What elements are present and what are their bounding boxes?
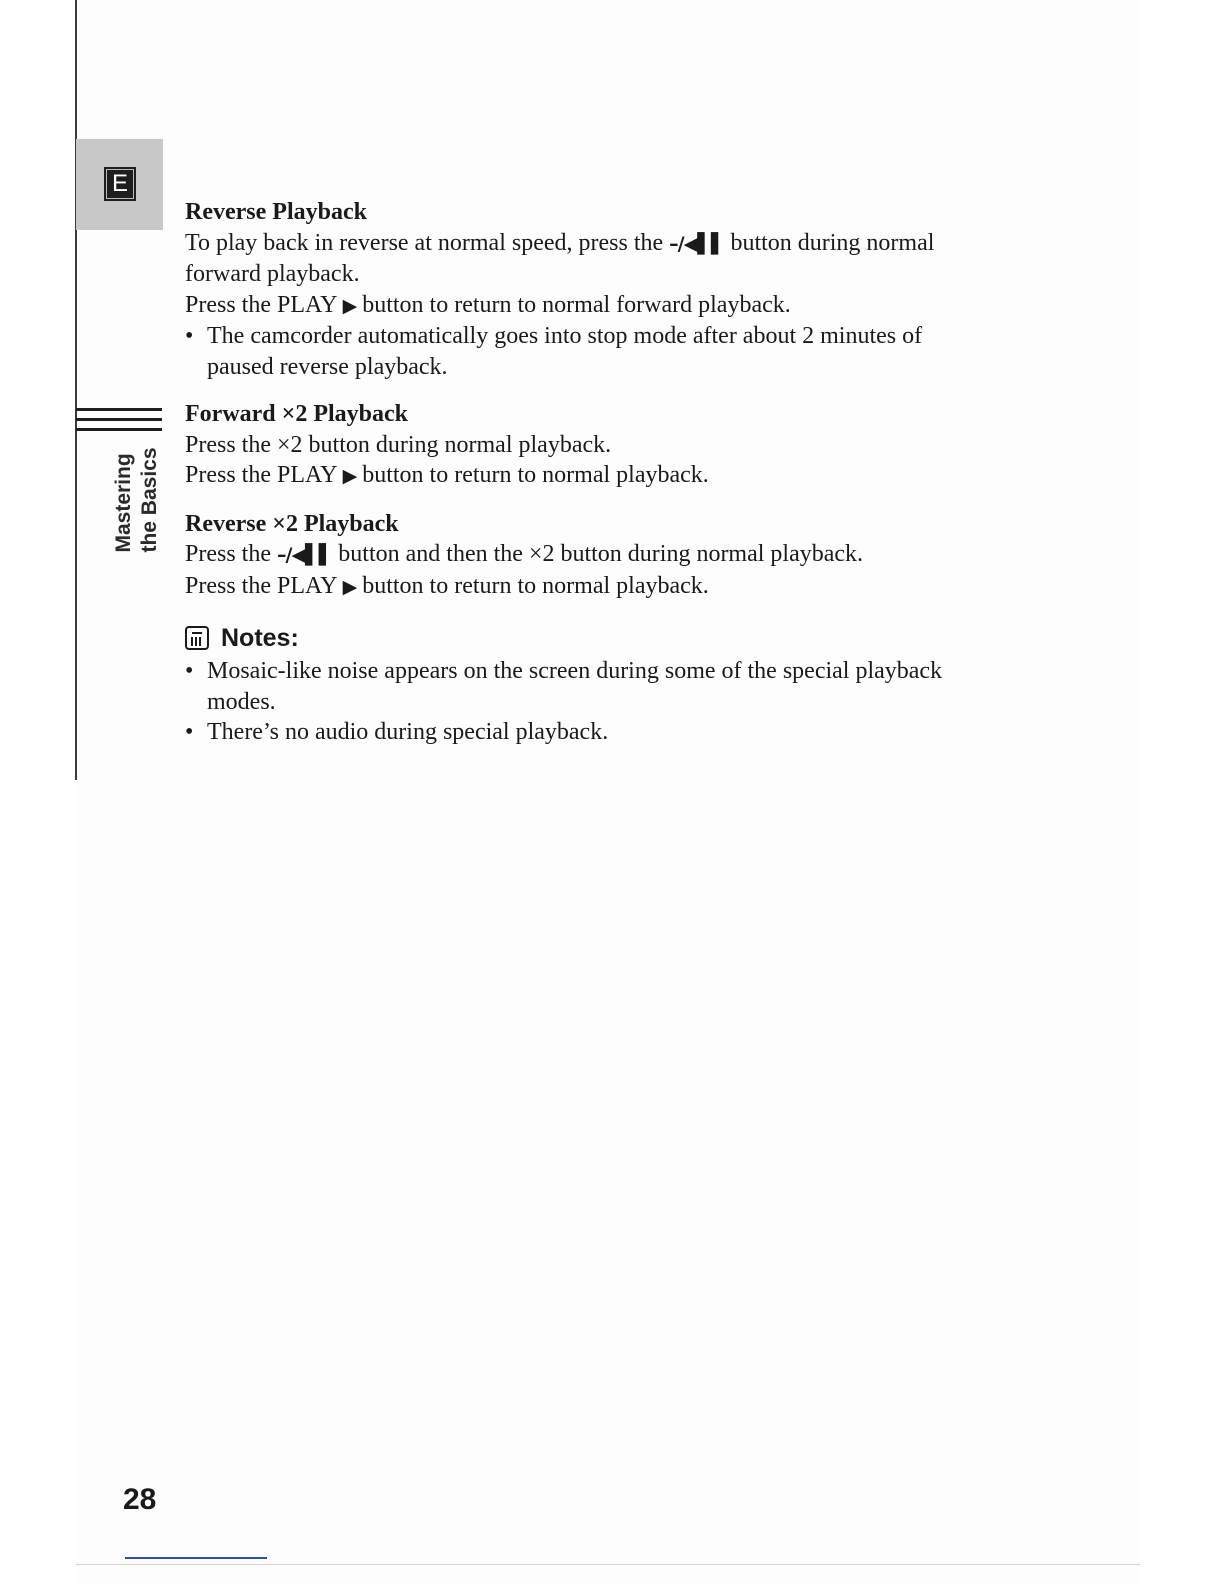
body-line [185, 460, 1045, 492]
main-content [185, 197, 1045, 748]
text-run: button during normal [724, 229, 935, 256]
note-text-line: modes. [207, 688, 276, 715]
bullet-icon: • [185, 719, 194, 745]
text-run: button and then the ×2 button during normal playback. [332, 541, 864, 567]
play-button-icon: ▶ [342, 575, 357, 598]
play-button-icon: ▶ [342, 294, 357, 317]
note-text-line: There’s no audio during special playback. [207, 719, 609, 745]
body-line [185, 539, 1045, 571]
section-heading-forward-x2-playback: Forward ×2 Playback [185, 401, 408, 427]
section-bar [76, 408, 162, 411]
text-run: button to return to normal playback. [356, 462, 709, 488]
page-bottom-edge [76, 1564, 1140, 1565]
bullet-icon: • [185, 323, 194, 349]
body-line: forward playback. [185, 261, 360, 287]
language-tab-letter: E [104, 167, 136, 201]
page-number: 28 [123, 1483, 157, 1516]
section-label-line2: the Basics [138, 447, 161, 553]
notes-title: Notes: [221, 624, 299, 652]
reverse-pause-button-icon: –/◀▌▌ [277, 544, 333, 566]
section-label-line1: Mastering [112, 453, 135, 553]
section-bar [76, 418, 162, 421]
reverse-pause-button-icon: –/◀▌▌ [669, 232, 725, 255]
text-run: Press the PLAY [185, 291, 343, 318]
text-run: button to return to normal playback. [356, 572, 709, 599]
text-run: Press the [185, 541, 277, 567]
body-line [185, 228, 1045, 260]
section-side-label [111, 447, 163, 552]
body-line [185, 571, 1045, 603]
note-item [185, 717, 1045, 748]
text-run: To play back in reverse at normal speed, press the [185, 229, 670, 256]
body-line [185, 290, 1045, 322]
text-run: Press the PLAY [185, 462, 343, 488]
notes-icon [185, 626, 209, 650]
notes-heading [185, 620, 1045, 656]
section-heading-reverse-playback: Reverse Playback [185, 199, 367, 225]
section-bar [76, 428, 162, 431]
section-heading-reverse-x2-playback: Reverse ×2 Playback [185, 510, 399, 537]
section-marker-bars [76, 408, 162, 432]
bullet-text-line: The camcorder automatically goes into stop mode after about 2 minutes of [207, 323, 923, 349]
text-run: button to return to normal forward playback. [356, 291, 791, 318]
bullet-item [185, 321, 1045, 382]
note-text-line: Mosaic-like noise appears on the screen during some of the special playback [207, 658, 943, 684]
footer-line [125, 1557, 267, 1559]
body-line: Press the ×2 button during normal playback. [185, 431, 612, 458]
note-item [185, 656, 1045, 717]
bullet-text-line: paused reverse playback. [207, 353, 448, 380]
play-button-icon: ▶ [342, 465, 357, 487]
text-run: Press the PLAY [185, 572, 343, 599]
bullet-icon: • [185, 658, 194, 684]
left-margin-rule [75, 0, 77, 780]
